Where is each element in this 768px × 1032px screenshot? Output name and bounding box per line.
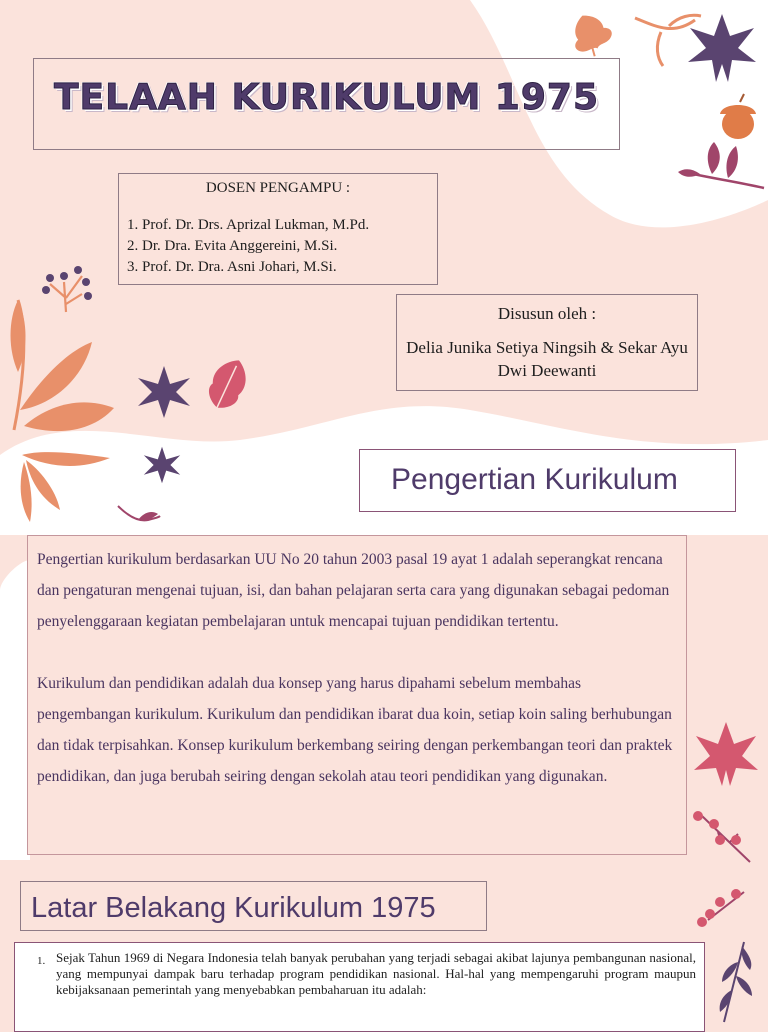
latar-list [14,942,705,1032]
dosen-item: 3. Prof. Dr. Dra. Asni Johari, M.Si. [127,259,337,275]
list-item-number: 1. [37,955,46,967]
author-box [396,294,698,391]
title-box [33,58,620,150]
pengertian-paragraph: Kurikulum dan pendidikan adalah dua konsep yang harus dipahami sebelum membahas pengembangan kurikulum. Kurikulum dan pendidikan ibarat dua koin, setiap koin saling berhubungan dan tidak terpisahkan. Konsep kurikulum berkembang seiring dengan perkembangan teori dan praktek pendidikan, dan juga berubah seiring dengan sekolah atau teori pendidikan yang digunakan. [37,675,673,785]
dosen-item: 2. Dr. Dra. Evita Anggereini, M.Si. [127,238,338,254]
author-names: Delia Junika Setiya Ningsih & Sekar Ayu Dwi Deewanti [406,338,688,380]
pengertian-content [27,535,687,855]
berry-branch-icon [42,266,92,312]
oak-leaf-icon [201,354,254,418]
white-wave-shape [0,560,30,860]
dosen-item: 1. Prof. Dr. Drs. Aprizal Lukman, M.Pd. [127,217,370,233]
maple-leaf-icon [694,722,758,786]
dosen-list [119,215,437,278]
latar-title: Latar Belakang Kurikulum 1975 [31,892,436,924]
pengertian-paragraph: Pengertian kurikulum berdasarkan UU No 20 tahun 2003 pasal 19 ayat 1 adalah seperangkat rencana dan pengaturan mengenai tujuan, isi, dan bahan pelajaran serta cara yang digunakan sebagai pedoman penyelenggaraan kegiatan pembelajaran untuk mencapai tujuan pendidikan tertentu. [37,551,670,630]
latar-heading-box [20,881,487,931]
berry-branch-icon [693,811,750,862]
pengertian-heading-box [359,449,736,512]
author-heading: Disusun oleh : [497,304,597,323]
page-title: TELAAH KURIKULUM 1975 [53,77,600,118]
pengertian-title: Pengertian Kurikulum [391,463,678,496]
dosen-heading: DOSEN PENGAMPU : [205,180,351,196]
maple-leaf-icon [138,366,190,418]
dosen-box [118,173,438,285]
list-item: Sejak Tahun 1969 di Negara Indonesia telah banyak perubahan yang terjadi sebagai akibat lajunya pembangunan nasional, yang mempunyai dampak baru terhadap program pendidikan nasional. Hal-hal yang mempengaruhi program maupun kebijaksanaan pemerintah yang menyebabkan pembaharuan itu adalah: [56,950,696,997]
